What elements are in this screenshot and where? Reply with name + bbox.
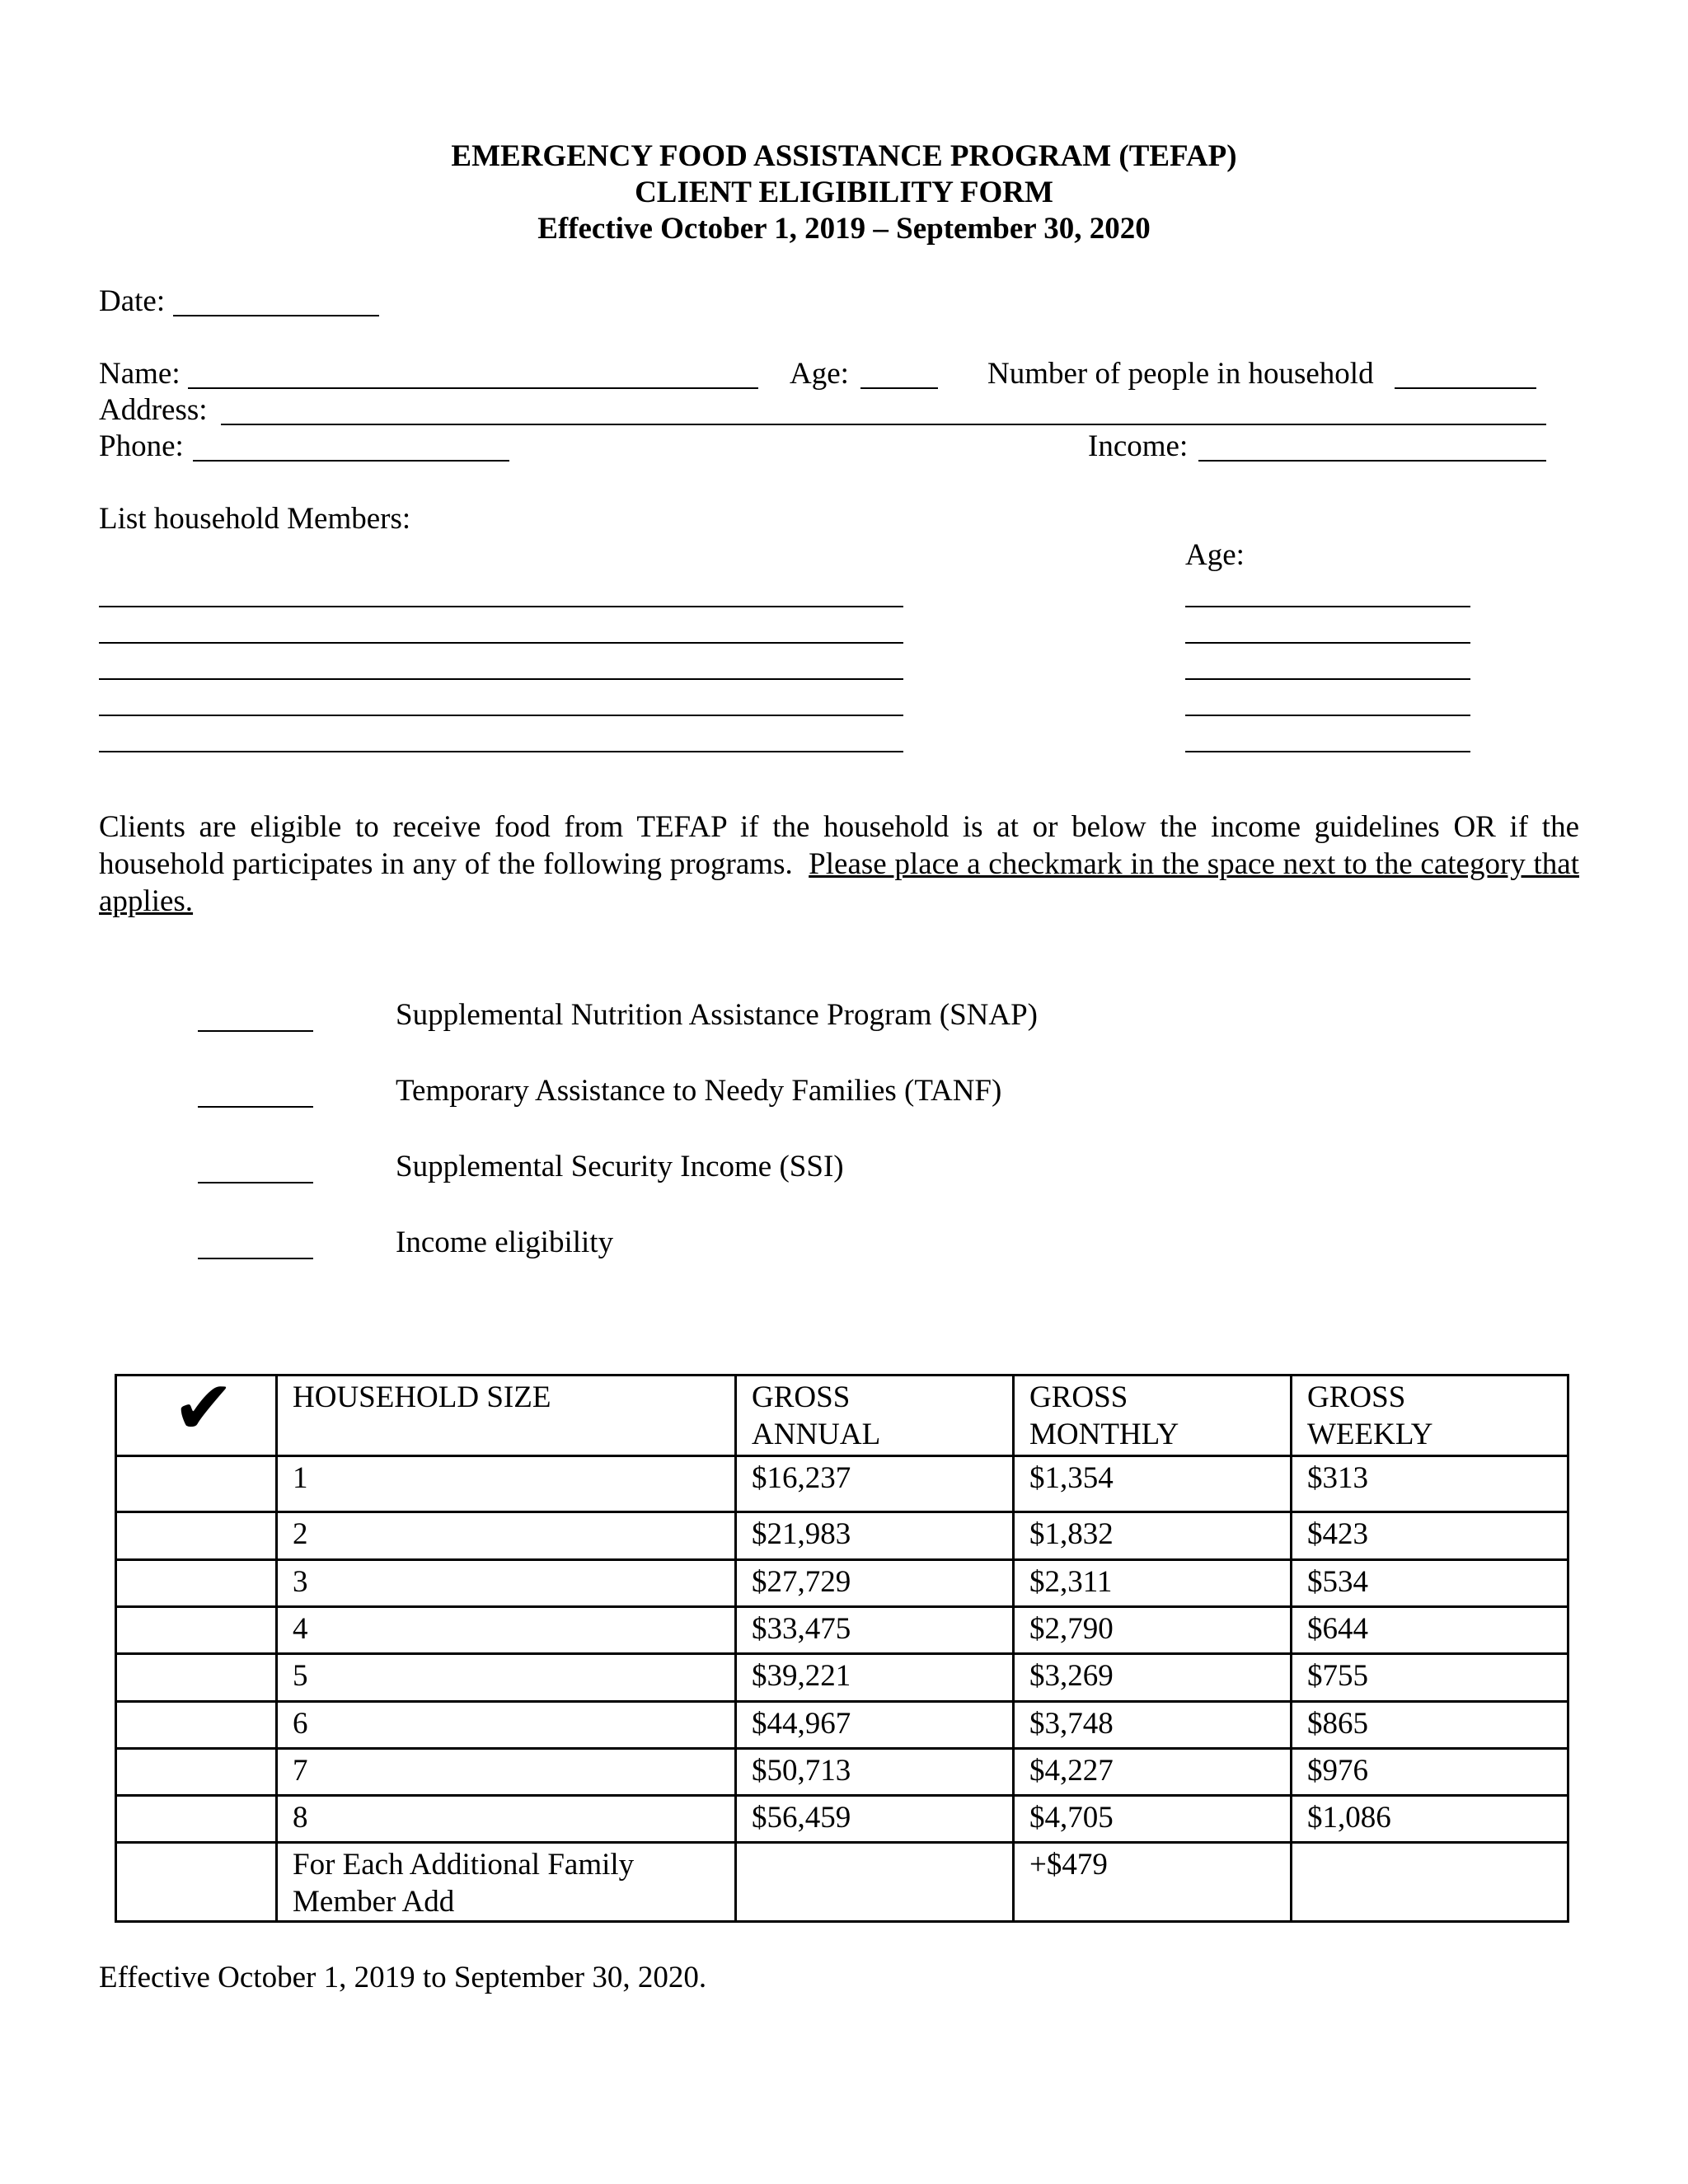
cell-gross-weekly: $865 bbox=[1292, 1702, 1568, 1749]
phone-label: Phone: bbox=[99, 429, 184, 463]
row-check-cell[interactable] bbox=[116, 1607, 277, 1654]
cell-gross-weekly: $976 bbox=[1292, 1749, 1568, 1796]
member-name-field[interactable] bbox=[99, 606, 903, 607]
row-check-cell[interactable] bbox=[116, 1456, 277, 1512]
cell-gross-annual: $44,967 bbox=[736, 1702, 1014, 1749]
cell-household-size: 2 bbox=[277, 1512, 736, 1560]
row-check-cell[interactable] bbox=[116, 1843, 277, 1922]
member-age-field[interactable] bbox=[1185, 678, 1470, 680]
table-header-row bbox=[116, 1376, 1568, 1456]
cell-gross-weekly: $313 bbox=[1292, 1456, 1568, 1512]
income-field[interactable] bbox=[1198, 460, 1546, 462]
member-name-field[interactable] bbox=[99, 715, 903, 716]
header-household-size: HOUSEHOLD SIZE bbox=[277, 1376, 736, 1456]
cell-gross-monthly: $2,311 bbox=[1014, 1560, 1292, 1607]
age-label: Age: bbox=[790, 357, 849, 391]
member-age-field[interactable] bbox=[1185, 751, 1470, 752]
member-name-field[interactable] bbox=[99, 678, 903, 680]
cell-gross-annual: $16,237 bbox=[736, 1456, 1014, 1512]
member-age-label: Age: bbox=[1185, 538, 1245, 572]
row-check-cell[interactable] bbox=[116, 1560, 277, 1607]
cell-gross-annual: $56,459 bbox=[736, 1796, 1014, 1843]
table-row bbox=[116, 1749, 1568, 1796]
date-label: Date: bbox=[99, 284, 166, 318]
cell-gross-monthly: $1,832 bbox=[1014, 1512, 1292, 1560]
form-effective-dates: Effective October 1, 2019 – September 30, 2020 bbox=[537, 212, 1151, 246]
phone-field[interactable] bbox=[193, 460, 509, 462]
table-row bbox=[116, 1796, 1568, 1843]
name-field[interactable] bbox=[188, 387, 758, 389]
row-check-cell[interactable] bbox=[116, 1749, 277, 1796]
cell-gross-monthly: $4,705 bbox=[1014, 1796, 1292, 1843]
cell-gross-monthly: $2,790 bbox=[1014, 1607, 1292, 1654]
checkmark-icon: ✔ bbox=[172, 1368, 235, 1450]
header-gross-annual: GROSS ANNUAL bbox=[736, 1376, 1014, 1456]
cell-household-size: 3 bbox=[277, 1560, 736, 1607]
cell-household-size: 8 bbox=[277, 1796, 736, 1843]
table-row bbox=[116, 1512, 1568, 1560]
address-label: Address: bbox=[99, 393, 208, 427]
cell-gross-annual: $21,983 bbox=[736, 1512, 1014, 1560]
cell-gross-weekly: $534 bbox=[1292, 1560, 1568, 1607]
cell-gross-annual: $33,475 bbox=[736, 1607, 1014, 1654]
program-snap: Supplemental Nutrition Assistance Program (SNAP) bbox=[396, 998, 1038, 1032]
header-gross-monthly: GROSS MONTHLY bbox=[1014, 1376, 1292, 1456]
cell-gross-weekly: $423 bbox=[1292, 1512, 1568, 1560]
address-field[interactable] bbox=[221, 424, 1546, 425]
row-check-cell[interactable] bbox=[116, 1702, 277, 1749]
cell-gross-weekly: $755 bbox=[1292, 1654, 1568, 1702]
cell-gross-annual: $27,729 bbox=[736, 1560, 1014, 1607]
member-name-field[interactable] bbox=[99, 751, 903, 752]
row-check-cell[interactable] bbox=[116, 1654, 277, 1702]
member-age-field[interactable] bbox=[1185, 606, 1470, 607]
member-name-field[interactable] bbox=[99, 642, 903, 644]
income-eligibility-checkbox-blank[interactable] bbox=[198, 1258, 313, 1259]
program-tanf: Temporary Assistance to Needy Families (TANF) bbox=[396, 1074, 1002, 1108]
date-field[interactable] bbox=[173, 315, 379, 316]
ssi-checkbox-blank[interactable] bbox=[198, 1182, 313, 1183]
cell-gross-monthly: $3,748 bbox=[1014, 1702, 1292, 1749]
header-gross-weekly: GROSS WEEKLY bbox=[1292, 1376, 1568, 1456]
cell-gross-annual bbox=[736, 1843, 1014, 1922]
cell-household-size: 7 bbox=[277, 1749, 736, 1796]
cell-gross-monthly: $3,269 bbox=[1014, 1654, 1292, 1702]
form-title: EMERGENCY FOOD ASSISTANCE PROGRAM (TEFAP) bbox=[451, 139, 1237, 173]
table-row bbox=[116, 1456, 1568, 1512]
table-row bbox=[116, 1702, 1568, 1749]
checkmark-instruction: Please place a checkmark in the space next to the category that applies. bbox=[99, 847, 1580, 918]
household-count-field[interactable] bbox=[1395, 387, 1536, 389]
cell-gross-weekly: $644 bbox=[1292, 1607, 1568, 1654]
table-row bbox=[116, 1654, 1568, 1702]
income-guidelines-table bbox=[115, 1368, 1569, 1923]
table-row bbox=[116, 1607, 1568, 1654]
row-check-cell[interactable] bbox=[116, 1796, 277, 1843]
table-row-additional-member bbox=[116, 1843, 1568, 1922]
cell-gross-annual: $39,221 bbox=[736, 1654, 1014, 1702]
snap-checkbox-blank[interactable] bbox=[198, 1030, 313, 1032]
household-members-label: List household Members: bbox=[99, 502, 411, 536]
footer-effective-dates: Effective October 1, 2019 to September 30, 2020. bbox=[99, 1961, 707, 1994]
tanf-checkbox-blank[interactable] bbox=[198, 1106, 313, 1108]
check-column-header bbox=[116, 1368, 277, 1456]
cell-household-size: 4 bbox=[277, 1607, 736, 1654]
name-label: Name: bbox=[99, 357, 181, 391]
program-income-eligibility: Income eligibility bbox=[396, 1226, 614, 1259]
cell-gross-weekly: $1,086 bbox=[1292, 1796, 1568, 1843]
cell-gross-monthly: $4,227 bbox=[1014, 1749, 1292, 1796]
cell-gross-monthly: +$479 bbox=[1014, 1843, 1292, 1922]
household-count-label: Number of people in household bbox=[987, 357, 1374, 391]
cell-additional-member-label: For Each Additional Family Member Add bbox=[277, 1843, 736, 1922]
eligibility-text: Clients are eligible to receive food from TEFAP if the household is at or below the income guidelines OR if the household participates in any of the following programs. bbox=[99, 810, 1579, 881]
cell-household-size: 5 bbox=[277, 1654, 736, 1702]
cell-gross-weekly bbox=[1292, 1843, 1568, 1922]
member-age-field[interactable] bbox=[1185, 642, 1470, 644]
eligibility-instructions bbox=[99, 808, 1579, 920]
program-ssi: Supplemental Security Income (SSI) bbox=[396, 1150, 844, 1183]
cell-household-size: 1 bbox=[277, 1456, 736, 1512]
cell-gross-monthly: $1,354 bbox=[1014, 1456, 1292, 1512]
cell-gross-annual: $50,713 bbox=[736, 1749, 1014, 1796]
cell-household-size: 6 bbox=[277, 1702, 736, 1749]
table-row bbox=[116, 1560, 1568, 1607]
member-age-field[interactable] bbox=[1185, 715, 1470, 716]
age-field[interactable] bbox=[860, 387, 938, 389]
form-subtitle: CLIENT ELIGIBILITY FORM bbox=[635, 176, 1053, 209]
row-check-cell[interactable] bbox=[116, 1512, 277, 1560]
income-label: Income: bbox=[1088, 429, 1189, 463]
